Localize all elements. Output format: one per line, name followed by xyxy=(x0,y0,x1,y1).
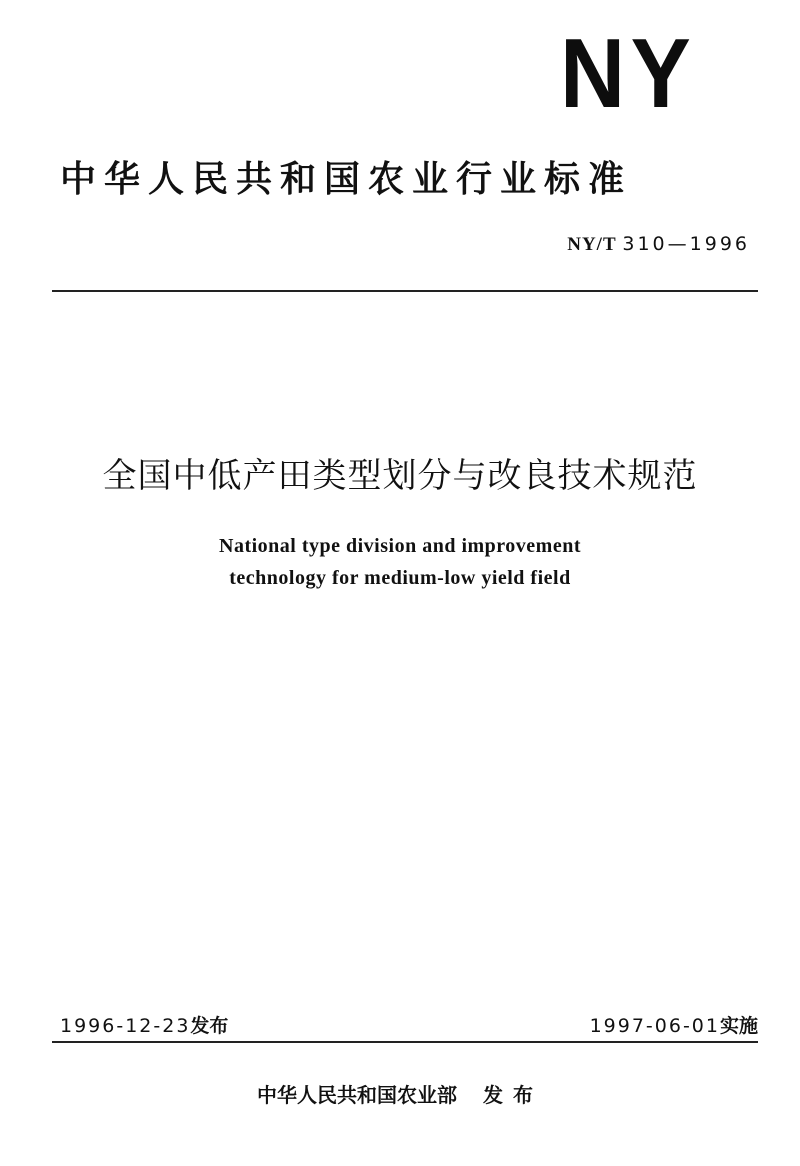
english-title-line-2: technology for medium-low yield field xyxy=(229,567,571,589)
issue-date xyxy=(60,1012,360,1040)
issue-label: 发布 xyxy=(190,1015,229,1037)
standard-logo: NY xyxy=(560,18,697,128)
implementation-label: 实施 xyxy=(719,1015,758,1037)
implementation-date xyxy=(460,1012,758,1040)
publisher-name: 中华人民共和国农业部 xyxy=(257,1083,457,1107)
implementation-date-value: 1997-06-01 xyxy=(589,1015,720,1037)
header-divider xyxy=(52,290,758,292)
document-title-english xyxy=(100,530,700,594)
document-title-chinese: 全国中低产田类型划分与改良技术规范 xyxy=(102,456,698,496)
publisher-action: 发布 xyxy=(483,1083,543,1107)
publisher xyxy=(200,1080,600,1110)
issue-date-value: 1996-12-23 xyxy=(60,1015,191,1037)
footer-divider xyxy=(52,1041,758,1043)
standard-code: 310—1996 xyxy=(622,233,750,255)
standard-prefix: NY/T xyxy=(567,234,617,255)
english-title-line-1: National type division and improvement xyxy=(219,535,581,557)
standard-class-heading: 中华人民共和国农业行业标准 xyxy=(60,159,633,200)
standard-number xyxy=(520,230,750,259)
